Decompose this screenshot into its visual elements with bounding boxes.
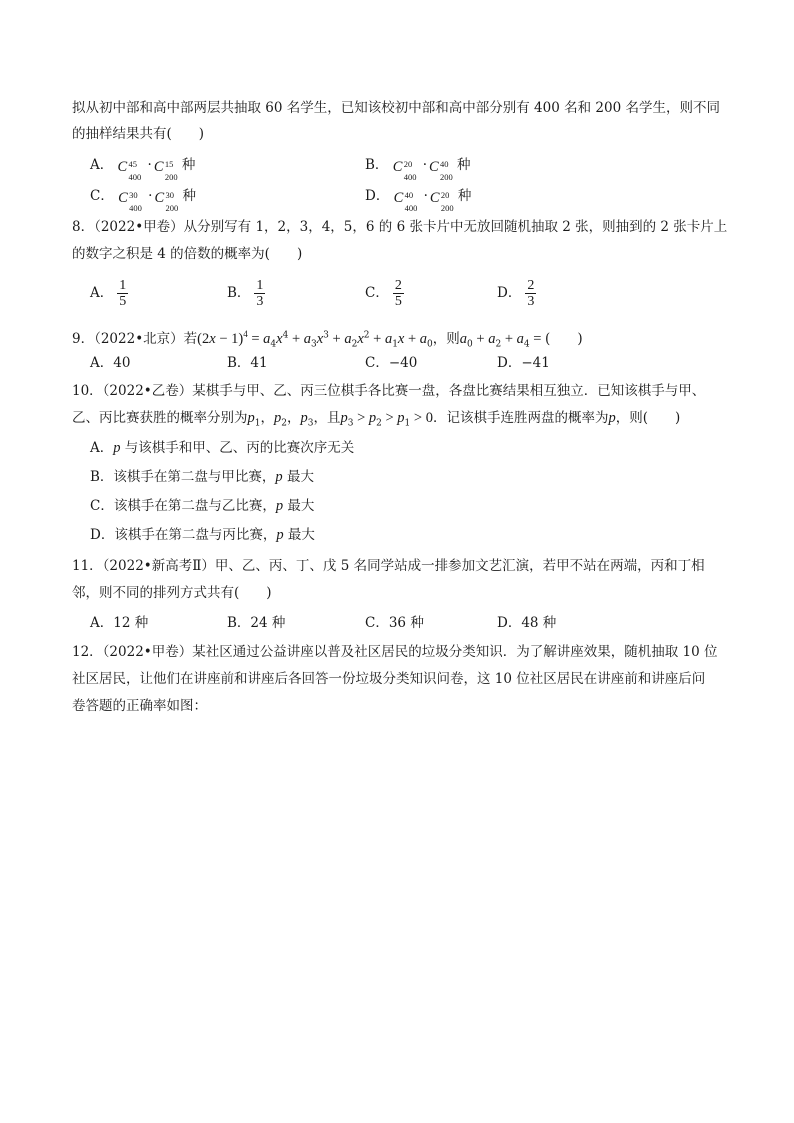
q9-option-d: D．−41 — [497, 355, 550, 371]
q11-option-c: C．36 种 — [365, 615, 424, 631]
q8-option-a: A． $\frac{1}{5}$ — [90, 278, 127, 309]
q7-stem-line2: 的抽样结果共有( ) — [72, 126, 205, 142]
q7-option-b: B． C 20 400 · C 40 200 种 — [365, 157, 471, 182]
q8-stem-line1: 8．（2022•甲卷）从分别写有 1，2，3，4，5，6 的 6 张卡片中无放回随机抽取 2 张，则抽到的 2 张卡片上 — [72, 219, 728, 235]
q8-option-b: B． $\frac{1}{3}$ — [227, 278, 264, 309]
q9-option-c: C．−40 — [365, 355, 418, 371]
q7-option-a: A． C 45 400 · C 15 200 种 — [90, 157, 196, 182]
q11-stem-line1: 11．（2022•新高考Ⅱ）甲、乙、丙、丁、戊 5 名同学站成一排参加文艺汇演，若甲不站在两端，丙和丁相 — [72, 558, 705, 574]
q10-option-b: B．该棋手在第二盘与甲比赛，p 最大 — [90, 469, 314, 485]
q11-option-b: B．24 种 — [227, 615, 286, 631]
q8-option-d: D． $\frac{2}{3}$ — [497, 278, 535, 309]
q12-stem-line1: 12．（2022•甲卷）某社区通过公益讲座以普及社区居民的垃圾分类知识．为了解讲座效果，随机抽取 10 位 — [72, 644, 718, 660]
q9-stem: 9．（2022•北京）若$(2x - 1)^4 = a_4x^4 + a_3x^3 + a_2x^2 + a_1x + a_0$，则$a_0 + a_2 + a_4$ = ( ) — [72, 329, 583, 350]
q9-option-a: A．40 — [90, 355, 131, 371]
q12-stem-line2: 社区居民，让他们在讲座前和讲座后各回答一份垃圾分类知识问卷，这 10 位社区居民在讲座前和讲座后问 — [72, 671, 706, 687]
q11-option-a: A．12 种 — [90, 615, 149, 631]
q10-option-a: A．p 与该棋手和甲、乙、丙的比赛次序无关 — [90, 440, 355, 456]
q9-option-b: B．41 — [227, 355, 268, 371]
q7-stem-line1: 拟从初中部和高中部两层共抽取 60 名学生，已知该校初中部和高中部分别有 400 名和 200 名学生，则不同 — [72, 100, 720, 116]
q10-option-d: D．该棋手在第二盘与丙比赛，p 最大 — [90, 527, 315, 543]
q7-option-d: D． C 40 400 · C 20 200 种 — [365, 188, 472, 213]
q10-stem-line1: 10．（2022•乙卷）某棋手与甲、乙、丙三位棋手各比赛一盘，各盘比赛结果相互独立．已知该棋手与甲、 — [72, 383, 706, 399]
q8-option-c: C． $\frac{2}{5}$ — [365, 278, 402, 309]
q7-option-c: C． C 30 400 · C 30 200 种 — [90, 188, 196, 213]
q10-stem-line2: 乙、丙比赛获胜的概率分别为$p_1$，$p_2$，$p_3$，且$p_3 > p_2 > p_1 > 0$．记该棋手连胜两盘的概率为p，则( ) — [72, 410, 681, 429]
q11-stem-line2: 邻，则不同的排列方式共有( ) — [72, 585, 272, 601]
q12-stem-line3: 卷答题的正确率如图： — [72, 698, 207, 714]
q11-option-d: D．48 种 — [497, 615, 557, 631]
q10-option-c: C．该棋手在第二盘与乙比赛，p 最大 — [90, 498, 315, 514]
q8-stem-line2: 的数字之积是 4 的倍数的概率为( ) — [72, 246, 303, 262]
